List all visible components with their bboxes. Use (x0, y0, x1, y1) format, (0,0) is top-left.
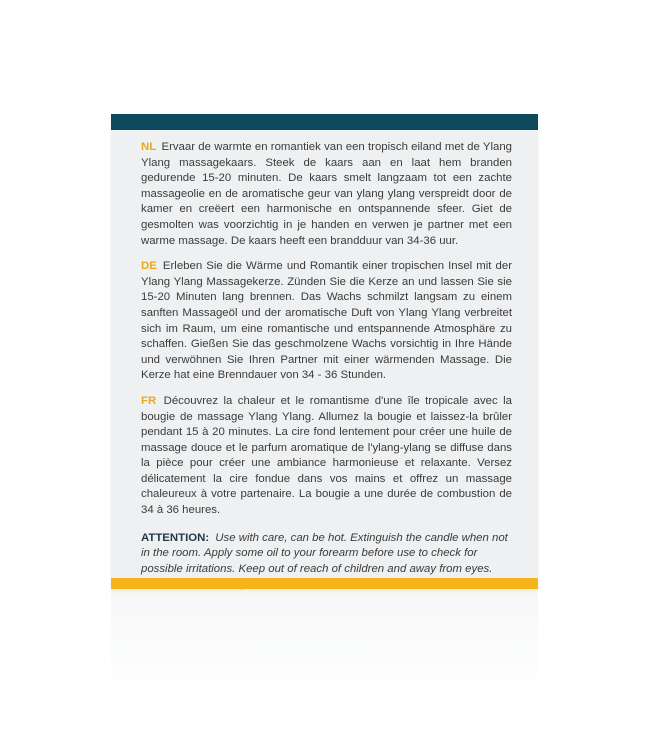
product-label-card (111, 114, 538, 589)
paragraph-text-fr: Découvrez la chaleur et le romantisme d'une île tropicale avec la bougie de massage Ylang Ylang. Allumez la bougie et laissez-la brûler pendant 15 à 20 minutes. La cire fond lentement pour créer une huile de massage douce et le parfum aromatique de l'ylang-ylang se diffuse dans la pièce pour créer une ambiance harmonieuse et relaxante. Versez délicatement la cire fondue dans vos mains et offrez un massage chaleureux à votre partenaire. La bougie a une durée de combustion de 34 à 36 heures. (141, 394, 512, 517)
card-reflection (111, 589, 538, 699)
attention-label: ATTENTION: (141, 531, 210, 544)
top-accent-band (111, 114, 538, 130)
language-code-fr: FR (141, 394, 157, 407)
language-code-nl: NL (141, 141, 157, 153)
paragraph-nl (141, 140, 512, 249)
paragraph-de (141, 259, 512, 384)
attention-text: Use with care, can be hot. Extinguish the candle when not in the room. Apply some oil to your forearm before use to check for possible irritations. Keep out of reach of children and away from eyes. (141, 531, 508, 575)
paragraph-text-nl: Ervaar de warmte en romantiek van een tropisch eiland met de Ylang Ylang massagekaars. Steek de kaars aan en laat hem branden gedurende 15-20 minuten. De kaars smelt langzaam tot een zachte massageolie en de aromatische geur van ylang ylang verspreidt door de kamer en creëert een harmonische en ontspannende sfeer. Giet de gesmolten was voorzichtig in je handen en verwen je partner met een warme massage. De kaars heeft een brandduur van 34-36 uur. (141, 141, 512, 247)
label-content (141, 140, 512, 603)
reflection-accent-band (111, 589, 538, 595)
language-code-de: DE (141, 260, 157, 273)
paragraph-fr (141, 394, 512, 519)
paragraph-text-de: Erleben Sie die Wärme und Romantik einer tropischen Insel mit der Ylang Ylang Massagekerze. Zünden Sie die Kerze an und lassen Sie sie 15-20 Minuten lang brennen. Das Wachs schmilzt langsam zu einem sanften Massageöl und der aromatische Duft von Ylang Ylang verbreitet sich im Raum, um eine romantische und entspannende Atmosphäre zu schaffen. Gießen Sie das geschmolzene Wachs vorsichtig in Ihre Hände und verwöhnen Sie Ihren Partner mit einer wärmenden Massage. Die Kerze hat eine Brenndauer von 34 - 36 Stunden. (141, 260, 512, 382)
bottom-accent-band (111, 578, 538, 589)
